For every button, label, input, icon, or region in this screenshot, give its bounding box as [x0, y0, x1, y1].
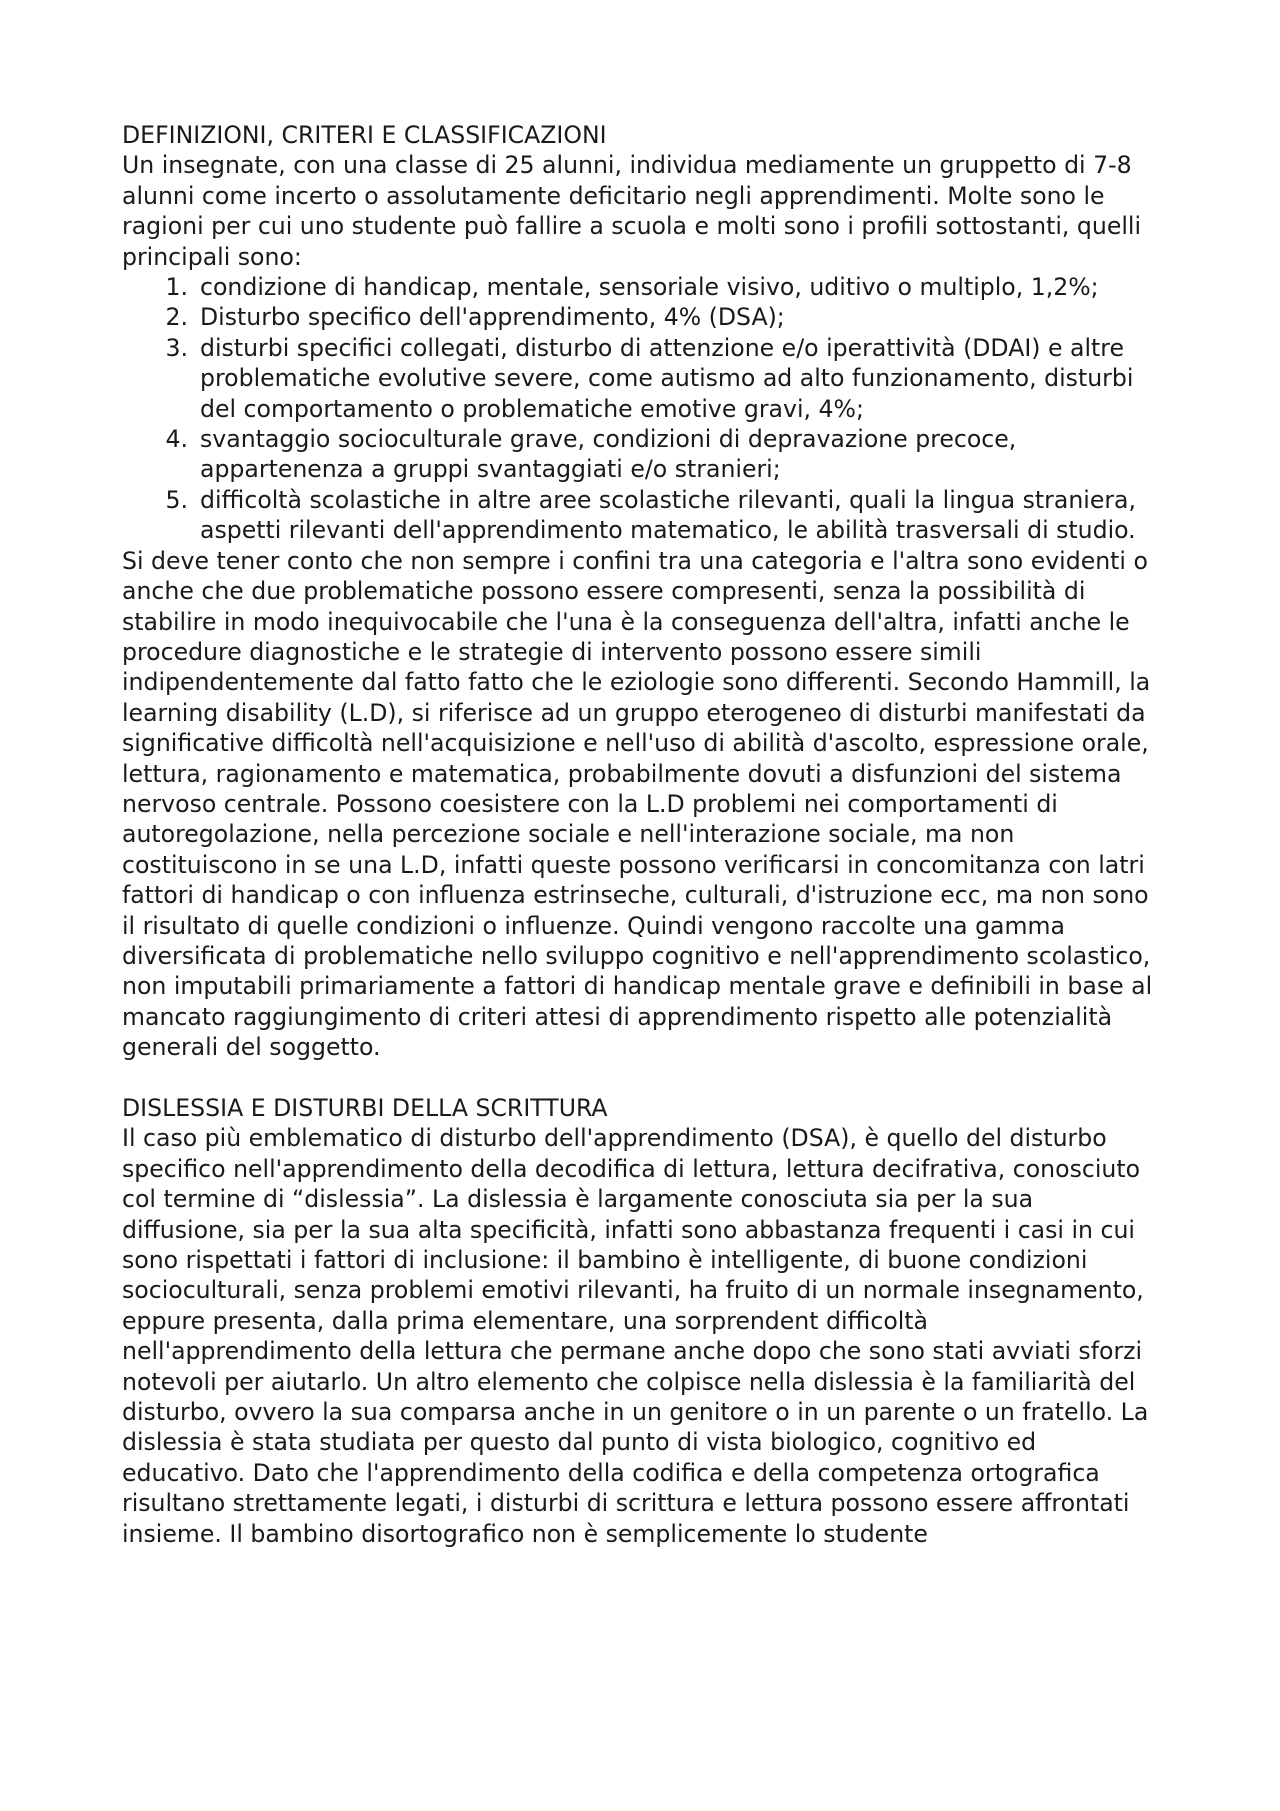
list-item: condizione di handicap, mentale, sensoriale visivo, uditivo o multiplo, 1,2%;: [200, 273, 1099, 302]
document-page: [122, 120, 1162, 1549]
body-paragraph-dislessia: Il caso più emblematico di disturbo dell'apprendimento (DSA), è quello del disturbo specifico nell'apprendimento della decodifica di lettura, lettura decifrativa, conosciuto col termine di “dislessia”. La dislessia è largamente conosciuta sia per la sua diffusione, sia per la sua alta specificità, infatti sono abbastanza frequenti i casi in cui sono rispettati i fattori di inclusione: il bambino è intelligente, di buone condizioni socioculturali, senza problemi emotivi rilevanti, ha fruito di un normale insegnamento, eppure presenta, dalla prima elementare, una sorprendent difficoltà nell'apprendimento della lettura che permane anche dopo che sono stati avviati sforzi notevoli per aiutarlo. Un altro elemento che colpisce nella dislessia è la familiarità del disturbo, ovvero la sua comparsa anche in un genitore o in un parente o un fratello. La dislessia è stata studiata per questo dal punto di vista biologico, cognitivo ed educativo. Dato che l'apprendimento della codifica e della competenza ortografica risultano strettamente legati, i disturbi di scrittura e lettura possono essere affrontati insieme. Il bambino disortografico non è semplicemente lo studente: [122, 1124, 1149, 1548]
list-item: svantaggio socioculturale grave, condizioni di depravazione precoce, appartenenza a gruppi svantaggiati e/o stranieri;: [200, 425, 1017, 484]
section-heading-definizioni: DEFINIZIONI, CRITERI E CLASSIFICAZIONI: [122, 121, 607, 149]
section-spacer: [122, 1063, 1162, 1093]
list-item: disturbi specifici collegati, disturbo di attenzione e/o iperattività (DDAI) e altre problematiche evolutive severe, come autismo ad alto funzionamento, disturbi del comportamento o problematiche emotive gravi, 4%;: [200, 333, 1134, 423]
intro-paragraph: Un insegnate, con una classe di 25 alunni, individua mediamente un gruppetto di 7-8 alunni come incerto o assolutamente deficitario negli apprendimenti. Molte sono le ragioni per cui uno studente può fallire a scuola e molti sono i profili sottostanti, quelli principali sono:: [122, 151, 1142, 271]
body-paragraph-hammill: Si deve tener conto che non sempre i confini tra una categoria e l'altra sono evidenti o anche che due problematiche possono essere compresenti, senza la possibilità di stabilire in modo inequivocabile che l'una è la conseguenza dell'altra, infatti anche le procedure diagnostiche e le strategie di intervento possono essere simili indipendentemente dal fatto fatto che le eziologie sono differenti. Secondo Hammill, la learning disability (L.D), si riferisce ad un gruppo eterogeneo di disturbi manifestati da significative difficoltà nell'acquisizione e nell'uso di abilità d'ascolto, espressione orale, lettura, ragionamento e matematica, probabilmente dovuti a disfunzioni del sistema nervoso centrale. Possono coesistere con la L.D problemi nei comportamenti di autoregolazione, nella percezione sociale e nell'interazione sociale, ma non costituiscono in se una L.D, infatti queste possono verificarsi in concomitanza con latri fattori di handicap o con influenza estrinseche, culturali, d'istruzione ecc, ma non sono il risultato di quelle condizioni o influenze. Quindi vengono raccolte una gamma diversificata di problematiche nello sviluppo cognitivo e nell'apprendimento scolastico, non imputabili primariamente a fattori di handicap mentale grave e definibili in base al mancato raggiungimento di criteri attesi di apprendimento rispetto alle potenzialità generali del soggetto.: [122, 546, 1153, 1062]
section-heading-dislessia: DISLESSIA E DISTURBI DELLA SCRITTURA: [122, 1093, 608, 1122]
causes-list: [122, 272, 1162, 546]
list-item: difficoltà scolastiche in altre aree scolastiche rilevanti, quali la lingua straniera, aspetti rilevanti dell'apprendimento matematico, le abilità trasversali di studio.: [200, 485, 1137, 545]
list-item: Disturbo specifico dell'apprendimento, 4% (DSA);: [200, 303, 785, 332]
